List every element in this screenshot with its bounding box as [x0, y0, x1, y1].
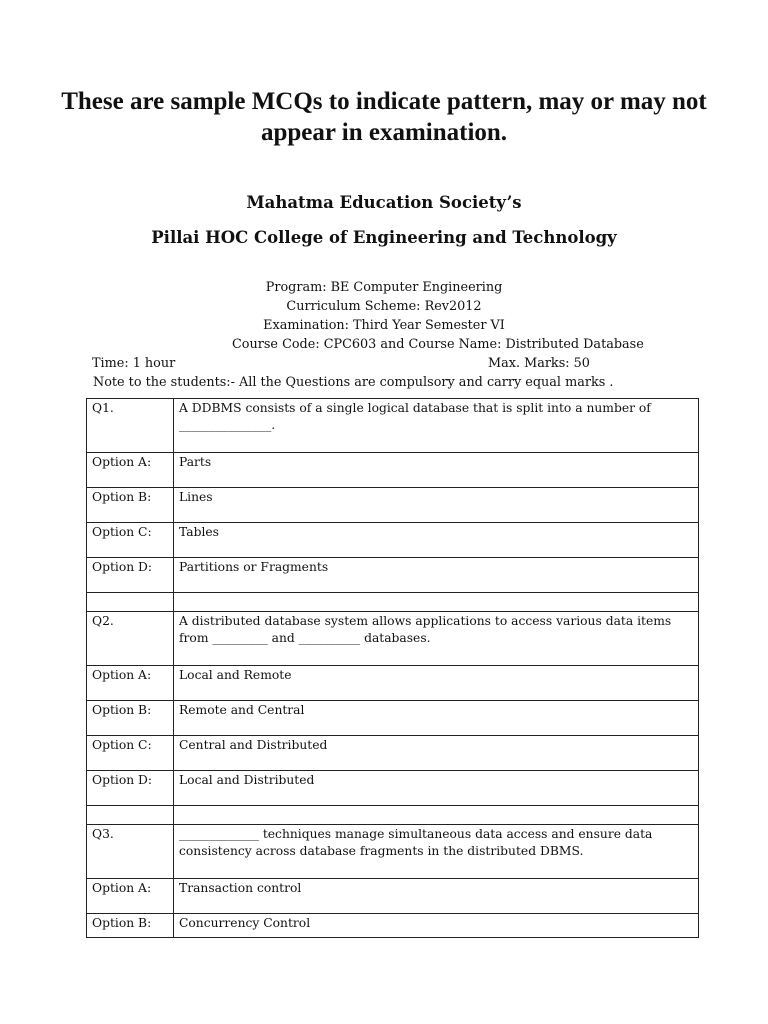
option-text: Parts [174, 453, 699, 488]
option-text: Local and Distributed [174, 771, 699, 806]
program-line: Program: BE Computer Engineering [265, 280, 503, 295]
question-text: _____________ techniques manage simultaneous data access and ensure data consistency across database fragments in the distributed DBMS. [174, 825, 699, 879]
question-number: Q2. [87, 612, 174, 666]
option-label: Option A: [87, 666, 174, 701]
option-row [87, 523, 699, 558]
option-text: Remote and Central [174, 701, 699, 736]
option-label: Option C: [87, 523, 174, 558]
spacer-row [87, 806, 699, 825]
spacer-cell [87, 806, 174, 825]
examination-line: Examination: Third Year Semester VI [263, 318, 505, 333]
option-text: Concurrency Control [174, 914, 699, 938]
option-row [87, 558, 699, 593]
society-name: Mahatma Education Society’s [246, 193, 522, 212]
option-text: Local and Remote [174, 666, 699, 701]
option-label: Option C: [87, 736, 174, 771]
time-limit: Time: 1 hour [92, 356, 176, 371]
disclaimer-heading: These are sample MCQs to indicate pattern, may or may not appear in examination. [61, 88, 707, 146]
option-label: Option B: [87, 488, 174, 523]
spacer-cell [174, 806, 699, 825]
option-label: Option D: [87, 771, 174, 806]
option-text: Transaction control [174, 879, 699, 914]
option-label: Option B: [87, 914, 174, 938]
option-label: Option B: [87, 701, 174, 736]
option-label: Option D: [87, 558, 174, 593]
option-text: Tables [174, 523, 699, 558]
exam-details [0, 278, 768, 392]
option-row [87, 736, 699, 771]
option-text: Lines [174, 488, 699, 523]
option-row [87, 771, 699, 806]
course-line: Course Code: CPC603 and Course Name: Distributed Database [232, 337, 644, 352]
option-row [87, 453, 699, 488]
question-number: Q3. [87, 825, 174, 879]
question-number: Q1. [87, 399, 174, 453]
college-name: Pillai HOC College of Engineering and Technology [151, 228, 617, 247]
max-marks: Max. Marks: 50 [488, 356, 590, 371]
question-text: A DDBMS consists of a single logical database that is split into a number of _______________. [174, 399, 699, 453]
mcq-table [86, 398, 699, 938]
option-text: Central and Distributed [174, 736, 699, 771]
option-text: Partitions or Fragments [174, 558, 699, 593]
option-row [87, 879, 699, 914]
time-marks-row [0, 354, 768, 373]
question-row [87, 399, 699, 453]
option-row [87, 666, 699, 701]
question-row [87, 825, 699, 879]
option-label: Option A: [87, 879, 174, 914]
spacer-cell [174, 593, 699, 612]
spacer-cell [87, 593, 174, 612]
spacer-row [87, 593, 699, 612]
scheme-line: Curriculum Scheme: Rev2012 [286, 299, 482, 314]
question-text: A distributed database system allows applications to access various data items from _________ and __________ databases. [174, 612, 699, 666]
option-row [87, 488, 699, 523]
option-row [87, 914, 699, 938]
question-row [87, 612, 699, 666]
option-row [87, 701, 699, 736]
student-note: Note to the students:- All the Questions are compulsory and carry equal marks . [93, 375, 614, 390]
option-label: Option A: [87, 453, 174, 488]
